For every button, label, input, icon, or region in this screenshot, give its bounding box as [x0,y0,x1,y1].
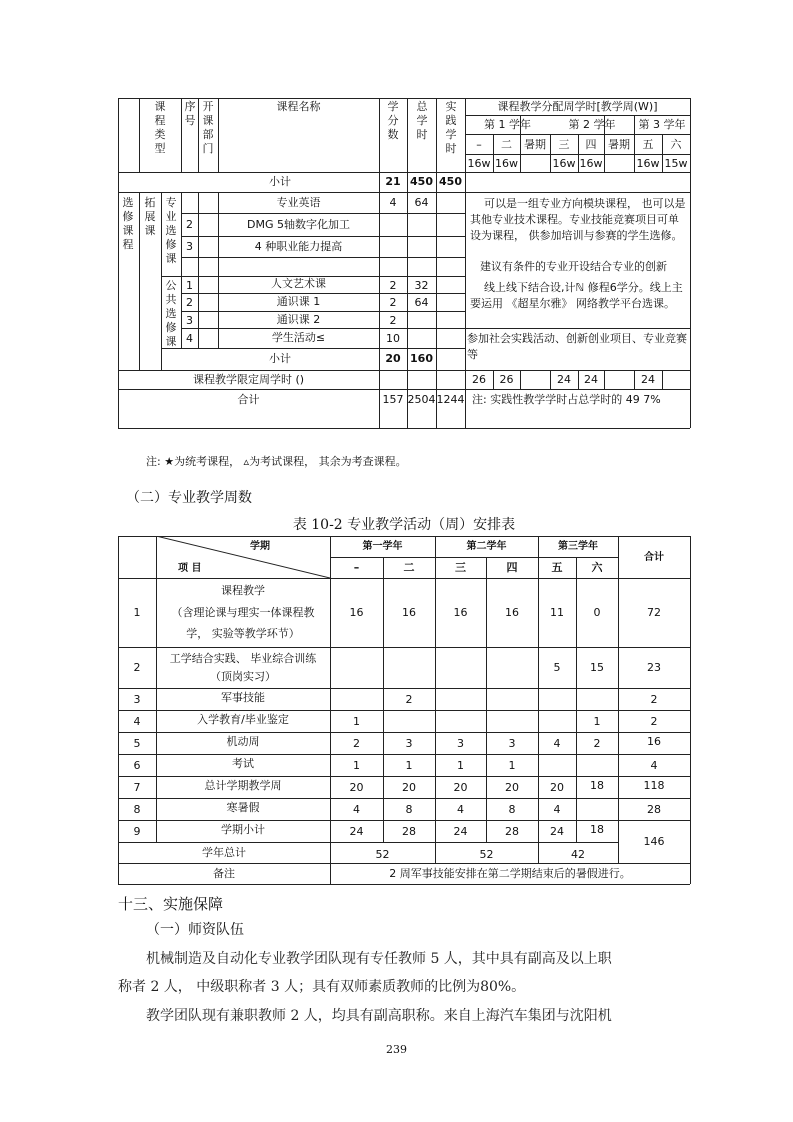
t2-year-total-2: 52 [479,848,494,861]
elective-label: 选修课程 [122,196,134,251]
subtotal-practice: 450 [439,175,462,188]
t2-year2: 第二学年 [466,541,507,552]
major-elective-label: 专业选修课 [165,196,177,265]
header-dept: 开课部门 [202,100,214,155]
t2-row-1-no: 1 [133,606,141,619]
term-summer-2: 暑期 [608,138,630,151]
t2-row-9-total: 146 [643,835,665,848]
total-note: 注: 实践性教学学时占总学时的 49 7% [472,393,661,406]
t2-row-7-v6: 18 [590,779,604,792]
total-label: 合计 [237,393,260,406]
t2-row-4-total: 2 [650,715,658,728]
t2-row-5-item: 机动周 [226,735,260,748]
t2-row-1-total: 72 [647,606,661,619]
t2-row-1-v6: 0 [593,606,601,619]
t2-row-7-item: 总计学期教学周 [204,779,282,792]
t2-term-3: 三 [455,561,466,574]
t2-row-8-v1: 4 [353,803,360,816]
public-row-3-credits: 2 [389,314,397,327]
limit-term-5: 24 [641,373,655,386]
t2-year1: 第一学年 [362,541,403,552]
t2-row-2-item: 工学结合实践、 毕业综合训练 [169,652,317,665]
header-year1: 第 1 学年 [484,118,531,131]
weeks-5: 16w [636,157,660,170]
t2-row-6-item: 考试 [232,757,254,770]
t2-row-8-no: 8 [133,803,141,816]
t2-term-4: 四 [506,561,518,574]
t2-row-2-no: 2 [133,661,141,674]
term-5: 五 [642,138,654,151]
term-2: 二 [501,138,512,151]
major-row-1-credits: 4 [389,196,397,209]
total-hours: 2504 [407,393,436,406]
paragraph-1-line-2: 称者 2 人， 中级职称者 3 人；具有双师素质教师的比例为80%。 [118,979,526,995]
t2-row-7-v4: 20 [505,781,519,794]
t2-term-6: 六 [591,561,603,574]
t2-row-9-no: 9 [133,825,141,838]
header-distribution: 课程教学分配周学时[教学周(W)] [497,100,658,113]
header-seq: 序号 [184,100,196,127]
t2-row-4-item: 入学教育/毕业鉴定 [197,713,289,726]
term-6: 六 [670,138,682,151]
t2-term-1: – [353,561,360,574]
expand-label: 拓展课 [144,196,156,237]
header-year2: 第 2 学年 [568,118,616,131]
t2-remark-label: 备注 [213,867,235,880]
t2-row-3-total: 2 [650,693,658,706]
public-row-1-name: 人文艺术课 [271,277,326,290]
term-summer-1: 暑期 [524,138,546,151]
t2-row-6-total: 4 [650,759,658,772]
term-3: 三 [558,138,570,151]
weeks-6: 15w [664,157,688,170]
t2-row-5-total: 16 [647,735,661,748]
t2-row-3-v2: 2 [405,693,413,706]
t2-row-6-v3: 1 [457,759,464,772]
legend-note: 注: ★为统考课程， ▵为考试课程， 其余为考查课程。 [146,455,407,468]
header-course-name: 课程名称 [276,100,321,113]
t2-row-7-v3: 20 [453,781,468,794]
subtotal2-total: 160 [410,352,433,365]
t2-row-9-v1: 24 [349,825,364,838]
t2-row-4-v1: 1 [353,715,360,728]
t2-row-9-v5: 24 [550,825,564,838]
t2-row-1-item-3: 学， 实验等教学环节） [186,627,300,640]
major-note: 可以是一组专业方向模块课程， 也可以是其他专业技术课程。专业技能竞赛项目可单设为课程， 供参加培训与参赛的学生选修。 [470,197,686,242]
t2-row-8-item: 寒暑假 [226,801,260,814]
t2-row-5-v5: 4 [553,737,561,750]
public-row-4-credits: 10 [386,332,400,345]
major-note-2: 建议有条件的专业开设结合专业的创新 [480,260,667,273]
t2-row-7-v5: 20 [550,781,564,794]
major-row-1-total: 64 [414,196,429,209]
limit-label: 课程教学限定周学时 () [192,373,305,386]
subtotal2-credits: 20 [385,352,401,365]
t2-row-5-v1: 2 [353,737,360,750]
public-row-3-name: 通识课 2 [276,313,321,326]
t2-row-1-v2: 16 [402,606,416,619]
t2-year3: 第三学年 [558,541,598,552]
header-total-hours: 总学时 [416,100,428,141]
t2-remark: 2 周军事技能安排在第二学期结束后的暑假进行。 [389,867,631,880]
major-row-1-name: 专业英语 [276,196,321,209]
public-row-2-name: 通识课 1 [276,295,321,308]
t2-year-total-3: 42 [571,848,585,861]
t2-row-5-v3: 3 [457,737,464,750]
t2-row-7-total: 118 [643,779,665,792]
table2-caption: 表 10-2 专业教学活动（周）安排表 [292,517,516,533]
t2-row-9-item: 学期小计 [221,823,265,836]
public-row-4-seq: 4 [186,332,193,345]
weeks-4: 16w [579,157,603,170]
t2-row-3-no: 3 [133,693,141,706]
t2-total-header: 合计 [644,552,664,563]
t2-row-6-v2: 1 [405,759,413,772]
public-row-1-total: 32 [414,279,429,292]
activity-note: 参加社会实践活动、创新创业项目、专业竞赛等 [467,332,687,361]
section-heading: （二）专业教学周数 [126,490,252,506]
t2-row-7-no: 7 [133,781,141,794]
t2-row-1-v3: 16 [453,606,468,619]
public-note: 线上线下结合设,计ℕ 修程6学分。线上主要运用 《超星尔雅》 网络教学平台选课。 [470,281,683,310]
subtotal-credits: 21 [385,175,401,188]
t2-row-8-v4: 8 [508,803,516,816]
term-4: 四 [585,138,597,151]
t2-row-1-item: 课程教学 [221,584,265,597]
t2-row-5-v6: 2 [593,737,601,750]
t2-header-item: 项 目 [178,563,202,574]
t2-term-2: 二 [403,561,415,574]
t2-row-3-item: 军事技能 [221,691,265,704]
major-row-3-seq: 3 [186,240,193,253]
header-practice-hours: 实践学时 [445,100,457,155]
t2-year-total-1: 52 [375,848,390,861]
header-credits: 学分数 [387,100,399,141]
subsection-teachers: （一）师资队伍 [146,922,244,938]
subtotal2-label: 小计 [269,352,291,365]
t2-row-7-v1: 20 [349,781,364,794]
public-row-2-total: 64 [414,296,429,309]
t2-row-5-v2: 3 [405,737,413,750]
t2-row-1-v4: 16 [505,606,519,619]
limit-term-4: 24 [584,373,598,386]
t2-row-8-total: 28 [647,803,661,816]
t2-row-6-no: 6 [133,759,141,772]
t2-row-9-v2: 28 [402,825,416,838]
paragraph-2-line-1: 教学团队现有兼职教师 2 人，均具有副高职称。来自上海汽车集团与沈阳机 [146,1008,612,1024]
t2-row-6-v4: 1 [508,759,516,772]
t2-row-6-v1: 1 [353,759,360,772]
t2-row-9-v6: 18 [590,823,604,836]
t2-header-term: 学期 [250,541,270,552]
paragraph-1-line-1: 机械制造及自动化专业教学团队现有专任教师 5 人，其中具有副高及以上职 [146,951,612,967]
header-category: 课程类型 [154,100,166,155]
page-number: 239 [386,1043,407,1056]
public-row-4-name: 学生活动≤ [271,331,326,344]
subtotal-total: 450 [410,175,433,188]
t2-row-7-v2: 20 [402,781,416,794]
limit-term-2: 26 [499,373,514,386]
t2-row-8-v5: 4 [553,803,561,816]
subtotal-label: 小计 [269,175,291,188]
t2-year-total-label: 学年总计 [202,846,246,859]
t2-row-9-v3: 24 [453,825,468,838]
weeks-2: 16w [495,157,518,170]
major-row-3-name: 4 种职业能力提高 [254,240,343,253]
t2-row-2-v6: 15 [590,661,604,674]
t2-row-2-total: 23 [647,661,661,674]
term-1: – [476,138,482,151]
limit-term-3: 24 [557,373,571,386]
t2-row-9-v4: 28 [505,825,519,838]
public-row-1-seq: 1 [186,279,193,292]
major-row-2-seq: 2 [186,218,193,231]
t2-row-1-item-2: （含理论课与理实一体课程教 [171,606,315,619]
limit-term-1: 26 [472,373,486,386]
t2-row-8-v3: 4 [457,803,464,816]
t2-row-8-v2: 8 [405,803,413,816]
public-row-3-seq: 3 [186,314,193,327]
section-13-heading: 十三、实施保障 [118,895,224,913]
header-year3: 第 3 学年 [638,118,686,131]
t2-row-4-v6: 1 [593,715,601,728]
t2-row-2-item-2: （顶岗实习） [210,670,276,683]
public-row-1-credits: 2 [389,279,397,292]
t2-row-4-no: 4 [133,715,141,728]
t2-term-5: 五 [551,561,563,574]
total-credits: 157 [382,393,404,406]
t2-row-1-v1: 16 [349,606,364,619]
total-practice: 1244 [436,393,465,406]
t2-row-5-no: 5 [133,737,141,750]
weeks-1: 16w [467,157,491,170]
major-row-2-name: DMG 5轴数字化加工 [247,218,350,231]
t2-row-1-v5: 11 [550,606,564,619]
t2-row-5-v4: 3 [508,737,516,750]
t2-row-2-v5: 5 [553,661,561,674]
public-elective-label: 公共选修课 [165,279,177,348]
public-row-2-seq: 2 [186,296,193,309]
public-row-2-credits: 2 [389,296,397,309]
weeks-3: 16w [552,157,576,170]
